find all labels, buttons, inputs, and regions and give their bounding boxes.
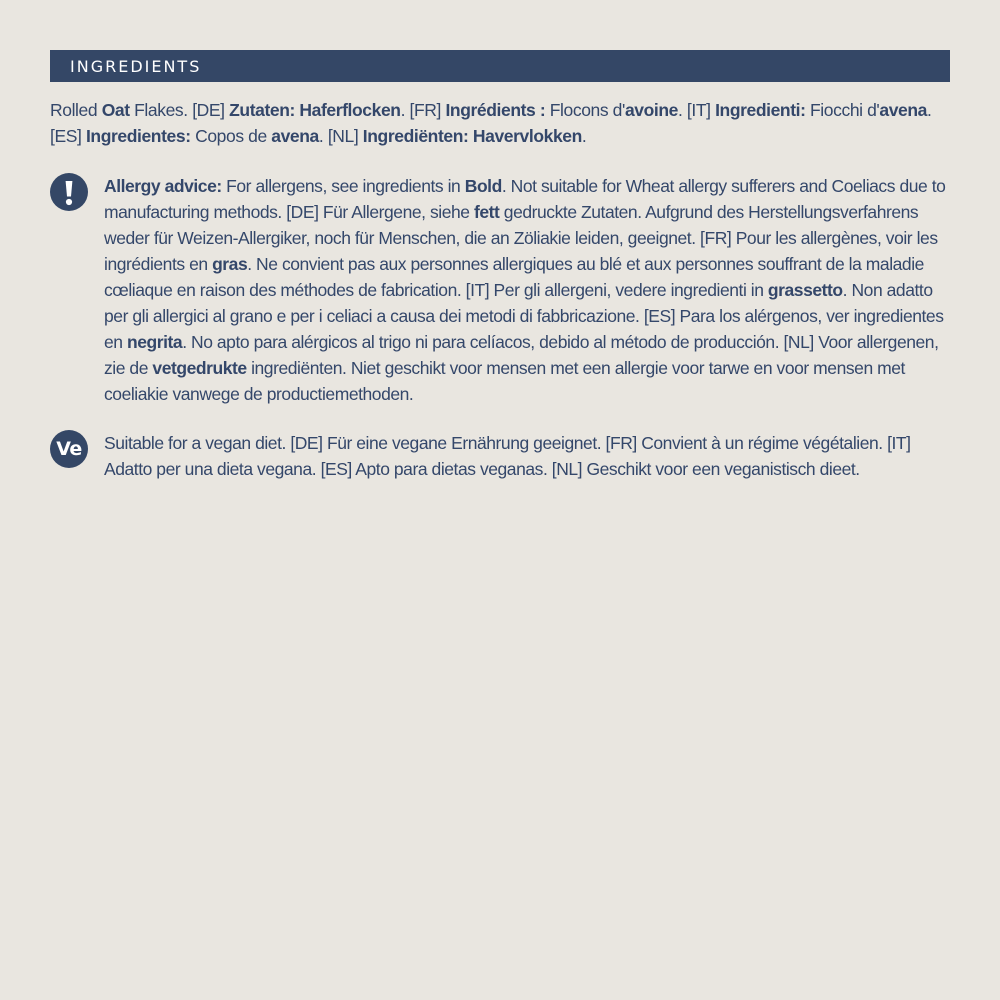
ingredients-bold-segment: Zutaten: Haferflocken [229, 100, 401, 120]
vegan-block [50, 430, 950, 482]
ingredients-bold-segment: Ingredientes: [85, 126, 191, 146]
allergy-segment: . No apto para alérgicos al trigo ni para celíacos, debido al método de producción. [NL] Voor allergenen, zie de [104, 332, 939, 378]
ingredients-bold-segment: Ingrediënten: Havervlokken [362, 126, 582, 146]
allergy-advice-label: Allergy advice: [104, 176, 222, 196]
ingredients-bold-segment: Ingrédients : [445, 100, 546, 120]
ingredients-segment: . [581, 126, 587, 146]
ingredients-segment: . [NL] [318, 126, 363, 146]
vegan-icon-label: Ve [56, 438, 82, 460]
ingredients-segment: Flocons d' [545, 100, 625, 120]
allergy-bold-segment: grassetto [767, 280, 843, 300]
allergy-segment: gedruckte Zutaten. Aufgrund des Herstellungsverfahrens weder für Weizen-Allergiker, noch für Menschen, die an Zöliakie leiden, geeignet. [FR] Pour les allergènes, voir les ingrédients en [104, 202, 938, 274]
ingredients-segment: Copos de [190, 126, 272, 146]
section-title: INGREDIENTS [70, 56, 202, 76]
allergy-bold-segment: fett [473, 202, 500, 222]
ingredients-segment: . [FR] [400, 100, 446, 120]
ingredients-segment: Flakes. [DE] [129, 100, 230, 120]
vegan-text: Suitable for a vegan diet. [DE] Für eine vegane Ernährung geeignet. [FR] Convient à un régime végétalien. [IT] Adatto per una dieta vegana. [ES] Apto para dietas veganas. [NL] Geschikt voor een veganistisch dieet. [104, 433, 911, 479]
allergy-segment: For allergens, see ingredients in [221, 176, 465, 196]
ingredients-bold-segment: avena [271, 126, 319, 146]
ingredients-bold-segment: Oat [101, 100, 130, 120]
ingredients-text [50, 97, 950, 149]
vegan-icon [50, 430, 88, 468]
ingredients-segment: Fiocchi d' [805, 100, 880, 120]
allergy-segment: ingrediënten. Niet geschikt voor mensen met een allergie voor tarwe en voor mensen met coeliakie vanwege de productiemethoden. [104, 358, 905, 404]
ingredients-segment: . [IT] [678, 100, 716, 120]
exclamation-icon [50, 173, 88, 211]
allergy-advice-block [50, 173, 950, 407]
allergy-segment: . Not suitable for Wheat allergy sufferers and Coeliacs due to manufacturing methods. [DE] Für Allergene, siehe [104, 176, 946, 222]
allergy-segment: . Non adatto per gli allergici al grano e per i celiaci a causa dei metodi di fabbricazione. [ES] Para los alérgenos, ver ingredientes en [104, 280, 944, 352]
ingredients-header-bar [50, 50, 950, 82]
ingredients-bold-segment: avoine [624, 100, 678, 120]
allergy-advice-text [104, 173, 950, 407]
allergy-segment: . Ne convient pas aux personnes allergiques au blé et aux personnes souffrant de la maladie cœliaque en raison des méthodes de fabrication. [IT] Per gli allergeni, vedere ingredienti in [104, 254, 924, 300]
allergy-bold-segment: vetgedrukte [152, 358, 247, 378]
allergy-bold-segment: Bold [464, 176, 502, 196]
ingredients-bold-segment: avena [879, 100, 928, 120]
allergy-bold-segment: gras [212, 254, 248, 274]
ingredients-bold-segment: Ingredienti: [715, 100, 806, 120]
ingredients-segment: Rolled [50, 100, 102, 120]
ingredients-segment: . [ES] [50, 100, 932, 146]
allergy-bold-segment: negrita [126, 332, 183, 352]
